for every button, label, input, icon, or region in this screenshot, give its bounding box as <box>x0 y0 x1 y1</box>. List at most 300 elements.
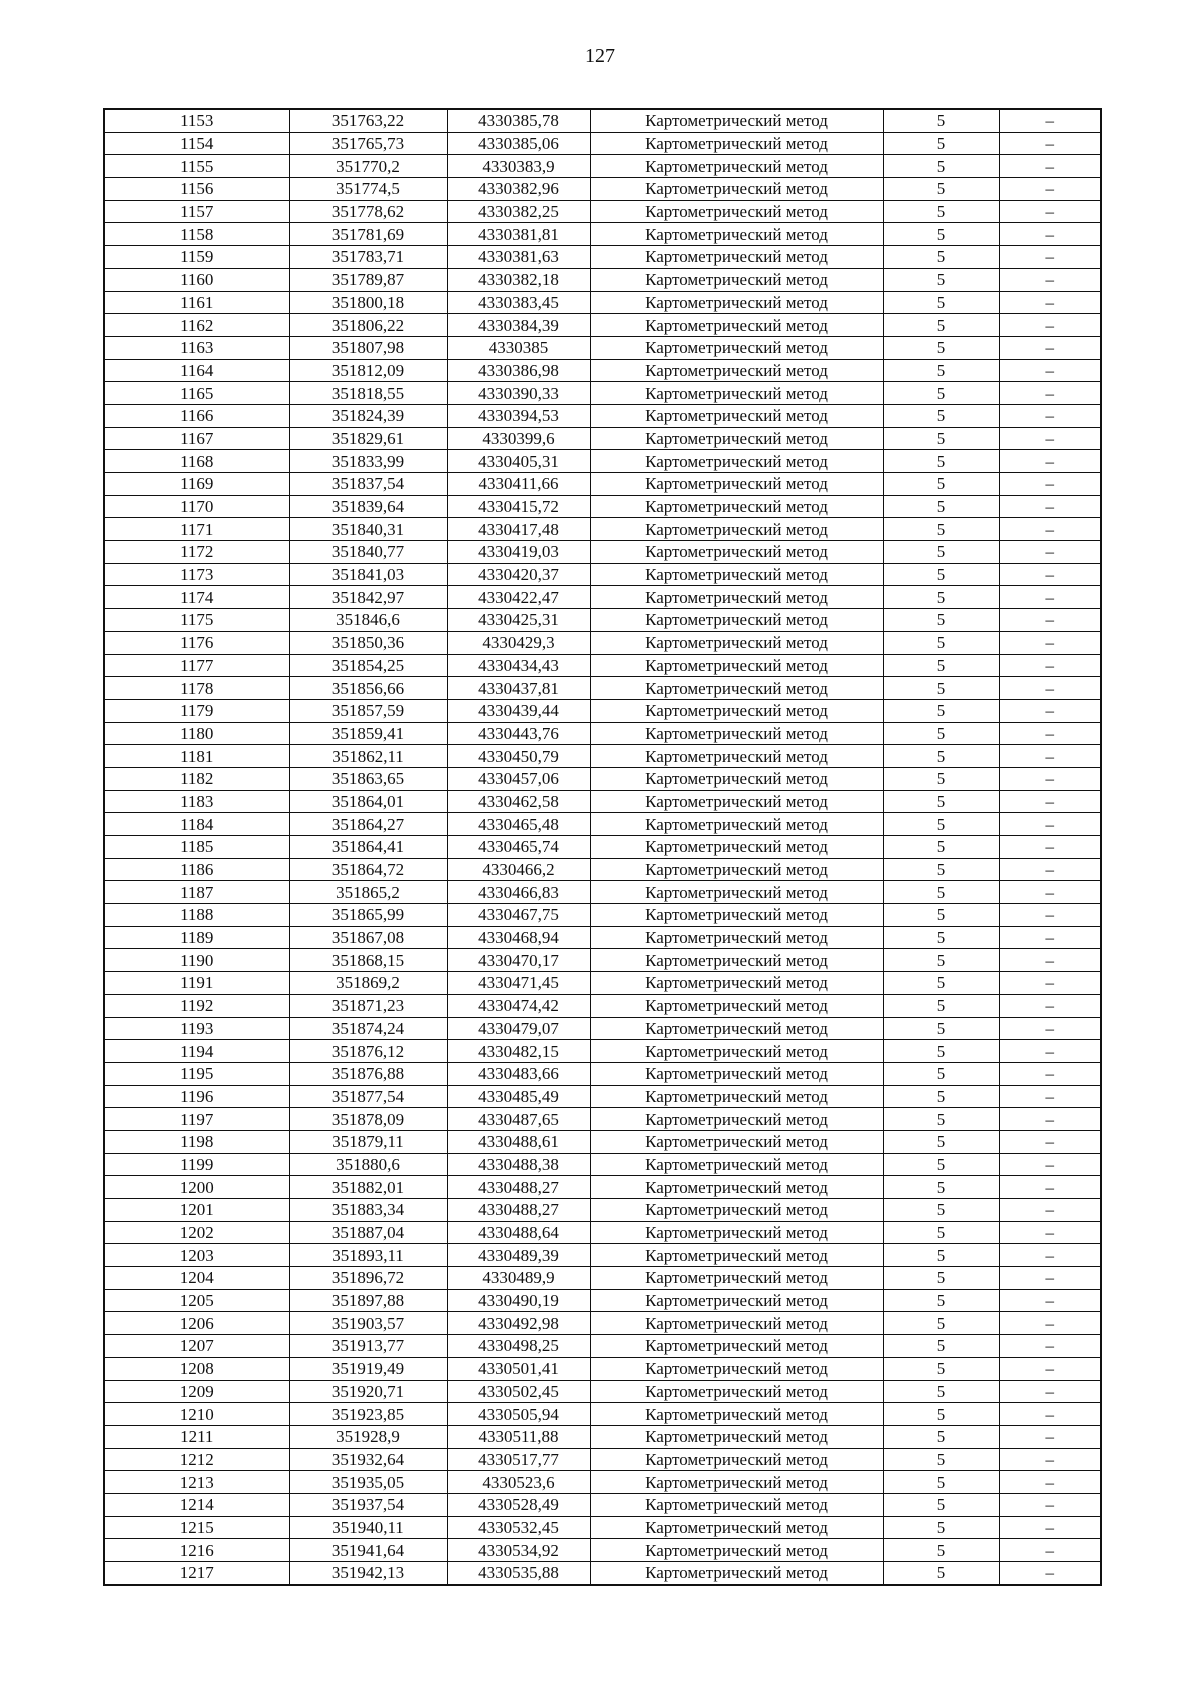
accuracy-cell: 5 <box>883 1312 999 1335</box>
note-cell: – <box>999 722 1101 745</box>
accuracy-cell: 5 <box>883 223 999 246</box>
method-cell: Картометрический метод <box>590 1403 883 1426</box>
method-cell: Картометрический метод <box>590 1516 883 1539</box>
y-coordinate-cell: 4330488,27 <box>447 1199 590 1222</box>
note-cell: – <box>999 858 1101 881</box>
method-cell: Картометрический метод <box>590 155 883 178</box>
accuracy-cell: 5 <box>883 314 999 337</box>
method-cell: Картометрический метод <box>590 450 883 473</box>
note-cell: – <box>999 1244 1101 1267</box>
method-cell: Картометрический метод <box>590 813 883 836</box>
accuracy-cell: 5 <box>883 473 999 496</box>
y-coordinate-cell: 4330385 <box>447 336 590 359</box>
method-cell: Картометрический метод <box>590 314 883 337</box>
x-coordinate-cell: 351806,22 <box>289 314 447 337</box>
note-cell: – <box>999 1085 1101 1108</box>
point-number-cell: 1166 <box>104 404 289 427</box>
y-coordinate-cell: 4330394,53 <box>447 404 590 427</box>
point-number-cell: 1217 <box>104 1562 289 1585</box>
y-coordinate-cell: 4330383,9 <box>447 155 590 178</box>
accuracy-cell: 5 <box>883 1108 999 1131</box>
y-coordinate-cell: 4330439,44 <box>447 699 590 722</box>
note-cell: – <box>999 1493 1101 1516</box>
method-cell: Картометрический метод <box>590 836 883 859</box>
note-cell: – <box>999 949 1101 972</box>
point-number-cell: 1177 <box>104 654 289 677</box>
y-coordinate-cell: 4330385,78 <box>447 109 590 132</box>
method-cell: Картометрический метод <box>590 427 883 450</box>
x-coordinate-cell: 351878,09 <box>289 1108 447 1131</box>
method-cell: Картометрический метод <box>590 1471 883 1494</box>
table-row <box>104 246 1101 269</box>
point-number-cell: 1168 <box>104 450 289 473</box>
table-row <box>104 1335 1101 1358</box>
note-cell: – <box>999 1403 1101 1426</box>
accuracy-cell: 5 <box>883 949 999 972</box>
note-cell: – <box>999 404 1101 427</box>
y-coordinate-cell: 4330479,07 <box>447 1017 590 1040</box>
y-coordinate-cell: 4330382,96 <box>447 178 590 201</box>
x-coordinate-cell: 351763,22 <box>289 109 447 132</box>
x-coordinate-cell: 351896,72 <box>289 1267 447 1290</box>
table-row <box>104 1221 1101 1244</box>
accuracy-cell: 5 <box>883 1471 999 1494</box>
x-coordinate-cell: 351833,99 <box>289 450 447 473</box>
table-row <box>104 722 1101 745</box>
x-coordinate-cell: 351935,05 <box>289 1471 447 1494</box>
method-cell: Картометрический метод <box>590 1312 883 1335</box>
method-cell: Картометрический метод <box>590 495 883 518</box>
method-cell: Картометрический метод <box>590 1493 883 1516</box>
note-cell: – <box>999 745 1101 768</box>
x-coordinate-cell: 351864,01 <box>289 790 447 813</box>
note-cell: – <box>999 813 1101 836</box>
accuracy-cell: 5 <box>883 200 999 223</box>
x-coordinate-cell: 351897,88 <box>289 1289 447 1312</box>
point-number-cell: 1212 <box>104 1448 289 1471</box>
y-coordinate-cell: 4330386,98 <box>447 359 590 382</box>
table-row <box>104 541 1101 564</box>
table-row <box>104 972 1101 995</box>
table-row <box>104 836 1101 859</box>
point-number-cell: 1206 <box>104 1312 289 1335</box>
y-coordinate-cell: 4330390,33 <box>447 382 590 405</box>
table-row <box>104 1108 1101 1131</box>
y-coordinate-cell: 4330492,98 <box>447 1312 590 1335</box>
y-coordinate-cell: 4330465,48 <box>447 813 590 836</box>
x-coordinate-cell: 351778,62 <box>289 200 447 223</box>
accuracy-cell: 5 <box>883 178 999 201</box>
method-cell: Картометрический метод <box>590 904 883 927</box>
note-cell: – <box>999 790 1101 813</box>
note-cell: – <box>999 631 1101 654</box>
method-cell: Картометрический метод <box>590 767 883 790</box>
method-cell: Картометрический метод <box>590 1244 883 1267</box>
x-coordinate-cell: 351859,41 <box>289 722 447 745</box>
method-cell: Картометрический метод <box>590 1221 883 1244</box>
y-coordinate-cell: 4330383,45 <box>447 291 590 314</box>
method-cell: Картометрический метод <box>590 654 883 677</box>
y-coordinate-cell: 4330488,64 <box>447 1221 590 1244</box>
method-cell: Картометрический метод <box>590 790 883 813</box>
y-coordinate-cell: 4330489,39 <box>447 1244 590 1267</box>
y-coordinate-cell: 4330498,25 <box>447 1335 590 1358</box>
accuracy-cell: 5 <box>883 1017 999 1040</box>
x-coordinate-cell: 351942,13 <box>289 1562 447 1585</box>
note-cell: – <box>999 1289 1101 1312</box>
y-coordinate-cell: 4330471,45 <box>447 972 590 995</box>
x-coordinate-cell: 351789,87 <box>289 268 447 291</box>
note-cell: – <box>999 677 1101 700</box>
note-cell: – <box>999 654 1101 677</box>
method-cell: Картометрический метод <box>590 609 883 632</box>
y-coordinate-cell: 4330474,42 <box>447 994 590 1017</box>
y-coordinate-cell: 4330385,06 <box>447 132 590 155</box>
point-number-cell: 1202 <box>104 1221 289 1244</box>
x-coordinate-cell: 351887,04 <box>289 1221 447 1244</box>
table-row <box>104 268 1101 291</box>
method-cell: Картометрический метод <box>590 949 883 972</box>
table-row <box>104 473 1101 496</box>
accuracy-cell: 5 <box>883 1380 999 1403</box>
y-coordinate-cell: 4330419,03 <box>447 541 590 564</box>
table-row <box>104 1176 1101 1199</box>
table-row <box>104 132 1101 155</box>
point-number-cell: 1165 <box>104 382 289 405</box>
accuracy-cell: 5 <box>883 1516 999 1539</box>
method-cell: Картометрический метод <box>590 359 883 382</box>
y-coordinate-cell: 4330467,75 <box>447 904 590 927</box>
x-coordinate-cell: 351865,2 <box>289 881 447 904</box>
x-coordinate-cell: 351913,77 <box>289 1335 447 1358</box>
point-number-cell: 1196 <box>104 1085 289 1108</box>
note-cell: – <box>999 699 1101 722</box>
accuracy-cell: 5 <box>883 1267 999 1290</box>
method-cell: Картометрический метод <box>590 1130 883 1153</box>
method-cell: Картометрический метод <box>590 1108 883 1131</box>
note-cell: – <box>999 541 1101 564</box>
note-cell: – <box>999 268 1101 291</box>
y-coordinate-cell: 4330466,2 <box>447 858 590 881</box>
accuracy-cell: 5 <box>883 1176 999 1199</box>
method-cell: Картометрический метод <box>590 518 883 541</box>
y-coordinate-cell: 4330482,15 <box>447 1040 590 1063</box>
point-number-cell: 1176 <box>104 631 289 654</box>
table-row <box>104 1425 1101 1448</box>
accuracy-cell: 5 <box>883 972 999 995</box>
accuracy-cell: 5 <box>883 382 999 405</box>
y-coordinate-cell: 4330532,45 <box>447 1516 590 1539</box>
x-coordinate-cell: 351876,12 <box>289 1040 447 1063</box>
table-row <box>104 1471 1101 1494</box>
y-coordinate-cell: 4330466,83 <box>447 881 590 904</box>
method-cell: Картометрический метод <box>590 1425 883 1448</box>
point-number-cell: 1209 <box>104 1380 289 1403</box>
table-row <box>104 450 1101 473</box>
table-row <box>104 518 1101 541</box>
table-row <box>104 336 1101 359</box>
point-number-cell: 1215 <box>104 1516 289 1539</box>
table-row <box>104 404 1101 427</box>
x-coordinate-cell: 351928,9 <box>289 1425 447 1448</box>
table-row <box>104 949 1101 972</box>
method-cell: Картометрический метод <box>590 699 883 722</box>
y-coordinate-cell: 4330485,49 <box>447 1085 590 1108</box>
x-coordinate-cell: 351856,66 <box>289 677 447 700</box>
y-coordinate-cell: 4330505,94 <box>447 1403 590 1426</box>
y-coordinate-cell: 4330399,6 <box>447 427 590 450</box>
note-cell: – <box>999 904 1101 927</box>
note-cell: – <box>999 155 1101 178</box>
accuracy-cell: 5 <box>883 586 999 609</box>
method-cell: Картометрический метод <box>590 1380 883 1403</box>
point-number-cell: 1211 <box>104 1425 289 1448</box>
x-coordinate-cell: 351781,69 <box>289 223 447 246</box>
y-coordinate-cell: 4330488,61 <box>447 1130 590 1153</box>
point-number-cell: 1214 <box>104 1493 289 1516</box>
x-coordinate-cell: 351807,98 <box>289 336 447 359</box>
table-row <box>104 677 1101 700</box>
note-cell: – <box>999 767 1101 790</box>
note-cell: – <box>999 881 1101 904</box>
method-cell: Картометрический метод <box>590 1040 883 1063</box>
y-coordinate-cell: 4330450,79 <box>447 745 590 768</box>
method-cell: Картометрический метод <box>590 994 883 1017</box>
table-row <box>104 1448 1101 1471</box>
y-coordinate-cell: 4330429,3 <box>447 631 590 654</box>
point-number-cell: 1173 <box>104 563 289 586</box>
x-coordinate-cell: 351871,23 <box>289 994 447 1017</box>
accuracy-cell: 5 <box>883 1357 999 1380</box>
y-coordinate-cell: 4330381,63 <box>447 246 590 269</box>
y-coordinate-cell: 4330382,18 <box>447 268 590 291</box>
point-number-cell: 1191 <box>104 972 289 995</box>
table-row <box>104 563 1101 586</box>
x-coordinate-cell: 351879,11 <box>289 1130 447 1153</box>
point-number-cell: 1187 <box>104 881 289 904</box>
note-cell: – <box>999 291 1101 314</box>
table-row <box>104 1267 1101 1290</box>
x-coordinate-cell: 351829,61 <box>289 427 447 450</box>
method-cell: Картометрический метод <box>590 200 883 223</box>
note-cell: – <box>999 994 1101 1017</box>
point-number-cell: 1205 <box>104 1289 289 1312</box>
note-cell: – <box>999 926 1101 949</box>
note-cell: – <box>999 1562 1101 1585</box>
accuracy-cell: 5 <box>883 654 999 677</box>
x-coordinate-cell: 351837,54 <box>289 473 447 496</box>
method-cell: Картометрический метод <box>590 132 883 155</box>
x-coordinate-cell: 351770,2 <box>289 155 447 178</box>
table-row <box>104 155 1101 178</box>
point-number-cell: 1213 <box>104 1471 289 1494</box>
x-coordinate-cell: 351864,41 <box>289 836 447 859</box>
note-cell: – <box>999 1312 1101 1335</box>
table-row <box>104 1085 1101 1108</box>
table-row <box>104 291 1101 314</box>
accuracy-cell: 5 <box>883 563 999 586</box>
x-coordinate-cell: 351874,24 <box>289 1017 447 1040</box>
accuracy-cell: 5 <box>883 1130 999 1153</box>
table-row <box>104 1493 1101 1516</box>
y-coordinate-cell: 4330517,77 <box>447 1448 590 1471</box>
note-cell: – <box>999 1448 1101 1471</box>
y-coordinate-cell: 4330502,45 <box>447 1380 590 1403</box>
y-coordinate-cell: 4330511,88 <box>447 1425 590 1448</box>
y-coordinate-cell: 4330535,88 <box>447 1562 590 1585</box>
note-cell: – <box>999 563 1101 586</box>
x-coordinate-cell: 351920,71 <box>289 1380 447 1403</box>
point-number-cell: 1208 <box>104 1357 289 1380</box>
note-cell: – <box>999 586 1101 609</box>
y-coordinate-cell: 4330468,94 <box>447 926 590 949</box>
point-number-cell: 1167 <box>104 427 289 450</box>
table-row <box>104 699 1101 722</box>
method-cell: Картометрический метод <box>590 972 883 995</box>
accuracy-cell: 5 <box>883 677 999 700</box>
point-number-cell: 1203 <box>104 1244 289 1267</box>
note-cell: – <box>999 1357 1101 1380</box>
note-cell: – <box>999 473 1101 496</box>
x-coordinate-cell: 351865,99 <box>289 904 447 927</box>
point-number-cell: 1189 <box>104 926 289 949</box>
x-coordinate-cell: 351868,15 <box>289 949 447 972</box>
method-cell: Картометрический метод <box>590 1062 883 1085</box>
point-number-cell: 1188 <box>104 904 289 927</box>
y-coordinate-cell: 4330488,38 <box>447 1153 590 1176</box>
x-coordinate-cell: 351774,5 <box>289 178 447 201</box>
accuracy-cell: 5 <box>883 450 999 473</box>
point-number-cell: 1210 <box>104 1403 289 1426</box>
coordinates-table-body <box>104 109 1101 1585</box>
note-cell: – <box>999 1130 1101 1153</box>
table-row <box>104 745 1101 768</box>
table-row <box>104 1403 1101 1426</box>
method-cell: Картометрический метод <box>590 1562 883 1585</box>
table-row <box>104 790 1101 813</box>
accuracy-cell: 5 <box>883 1425 999 1448</box>
method-cell: Картометрический метод <box>590 382 883 405</box>
method-cell: Картометрический метод <box>590 586 883 609</box>
x-coordinate-cell: 351842,97 <box>289 586 447 609</box>
x-coordinate-cell: 351882,01 <box>289 1176 447 1199</box>
note-cell: – <box>999 359 1101 382</box>
y-coordinate-cell: 4330411,66 <box>447 473 590 496</box>
point-number-cell: 1180 <box>104 722 289 745</box>
table-row <box>104 609 1101 632</box>
method-cell: Картометрический метод <box>590 1176 883 1199</box>
y-coordinate-cell: 4330437,81 <box>447 677 590 700</box>
y-coordinate-cell: 4330417,48 <box>447 518 590 541</box>
point-number-cell: 1190 <box>104 949 289 972</box>
point-number-cell: 1183 <box>104 790 289 813</box>
table-row <box>104 1562 1101 1585</box>
x-coordinate-cell: 351824,39 <box>289 404 447 427</box>
y-coordinate-cell: 4330490,19 <box>447 1289 590 1312</box>
y-coordinate-cell: 4330523,6 <box>447 1471 590 1494</box>
table-row <box>104 359 1101 382</box>
point-number-cell: 1197 <box>104 1108 289 1131</box>
x-coordinate-cell: 351850,36 <box>289 631 447 654</box>
x-coordinate-cell: 351919,49 <box>289 1357 447 1380</box>
y-coordinate-cell: 4330465,74 <box>447 836 590 859</box>
note-cell: – <box>999 495 1101 518</box>
point-number-cell: 1181 <box>104 745 289 768</box>
y-coordinate-cell: 4330434,43 <box>447 654 590 677</box>
method-cell: Картометрический метод <box>590 631 883 654</box>
method-cell: Картометрический метод <box>590 246 883 269</box>
point-number-cell: 1163 <box>104 336 289 359</box>
accuracy-cell: 5 <box>883 904 999 927</box>
table-row <box>104 178 1101 201</box>
method-cell: Картометрический метод <box>590 858 883 881</box>
table-row <box>104 631 1101 654</box>
note-cell: – <box>999 609 1101 632</box>
point-number-cell: 1193 <box>104 1017 289 1040</box>
table-row <box>104 314 1101 337</box>
table-row <box>104 813 1101 836</box>
note-cell: – <box>999 972 1101 995</box>
y-coordinate-cell: 4330483,66 <box>447 1062 590 1085</box>
x-coordinate-cell: 351818,55 <box>289 382 447 405</box>
method-cell: Картометрический метод <box>590 1448 883 1471</box>
table-row <box>104 1130 1101 1153</box>
accuracy-cell: 5 <box>883 155 999 178</box>
point-number-cell: 1182 <box>104 767 289 790</box>
table-row <box>104 1153 1101 1176</box>
table-row <box>104 904 1101 927</box>
method-cell: Картометрический метод <box>590 722 883 745</box>
accuracy-cell: 5 <box>883 836 999 859</box>
table-row <box>104 1539 1101 1562</box>
point-number-cell: 1161 <box>104 291 289 314</box>
accuracy-cell: 5 <box>883 1448 999 1471</box>
method-cell: Картометрический метод <box>590 109 883 132</box>
note-cell: – <box>999 1335 1101 1358</box>
table-row <box>104 427 1101 450</box>
x-coordinate-cell: 351863,65 <box>289 767 447 790</box>
point-number-cell: 1153 <box>104 109 289 132</box>
table-row <box>104 200 1101 223</box>
method-cell: Картометрический метод <box>590 563 883 586</box>
x-coordinate-cell: 351867,08 <box>289 926 447 949</box>
table-row <box>104 1040 1101 1063</box>
x-coordinate-cell: 351854,25 <box>289 654 447 677</box>
table-row <box>104 1199 1101 1222</box>
point-number-cell: 1174 <box>104 586 289 609</box>
accuracy-cell: 5 <box>883 291 999 314</box>
table-row <box>104 1062 1101 1085</box>
point-number-cell: 1171 <box>104 518 289 541</box>
point-number-cell: 1207 <box>104 1335 289 1358</box>
accuracy-cell: 5 <box>883 881 999 904</box>
note-cell: – <box>999 1040 1101 1063</box>
y-coordinate-cell: 4330381,81 <box>447 223 590 246</box>
accuracy-cell: 5 <box>883 1153 999 1176</box>
accuracy-cell: 5 <box>883 1085 999 1108</box>
note-cell: – <box>999 223 1101 246</box>
table-row <box>104 1289 1101 1312</box>
method-cell: Картометрический метод <box>590 1289 883 1312</box>
x-coordinate-cell: 351903,57 <box>289 1312 447 1335</box>
note-cell: – <box>999 200 1101 223</box>
table-row <box>104 1244 1101 1267</box>
x-coordinate-cell: 351876,88 <box>289 1062 447 1085</box>
x-coordinate-cell: 351857,59 <box>289 699 447 722</box>
point-number-cell: 1160 <box>104 268 289 291</box>
table-row <box>104 858 1101 881</box>
accuracy-cell: 5 <box>883 790 999 813</box>
